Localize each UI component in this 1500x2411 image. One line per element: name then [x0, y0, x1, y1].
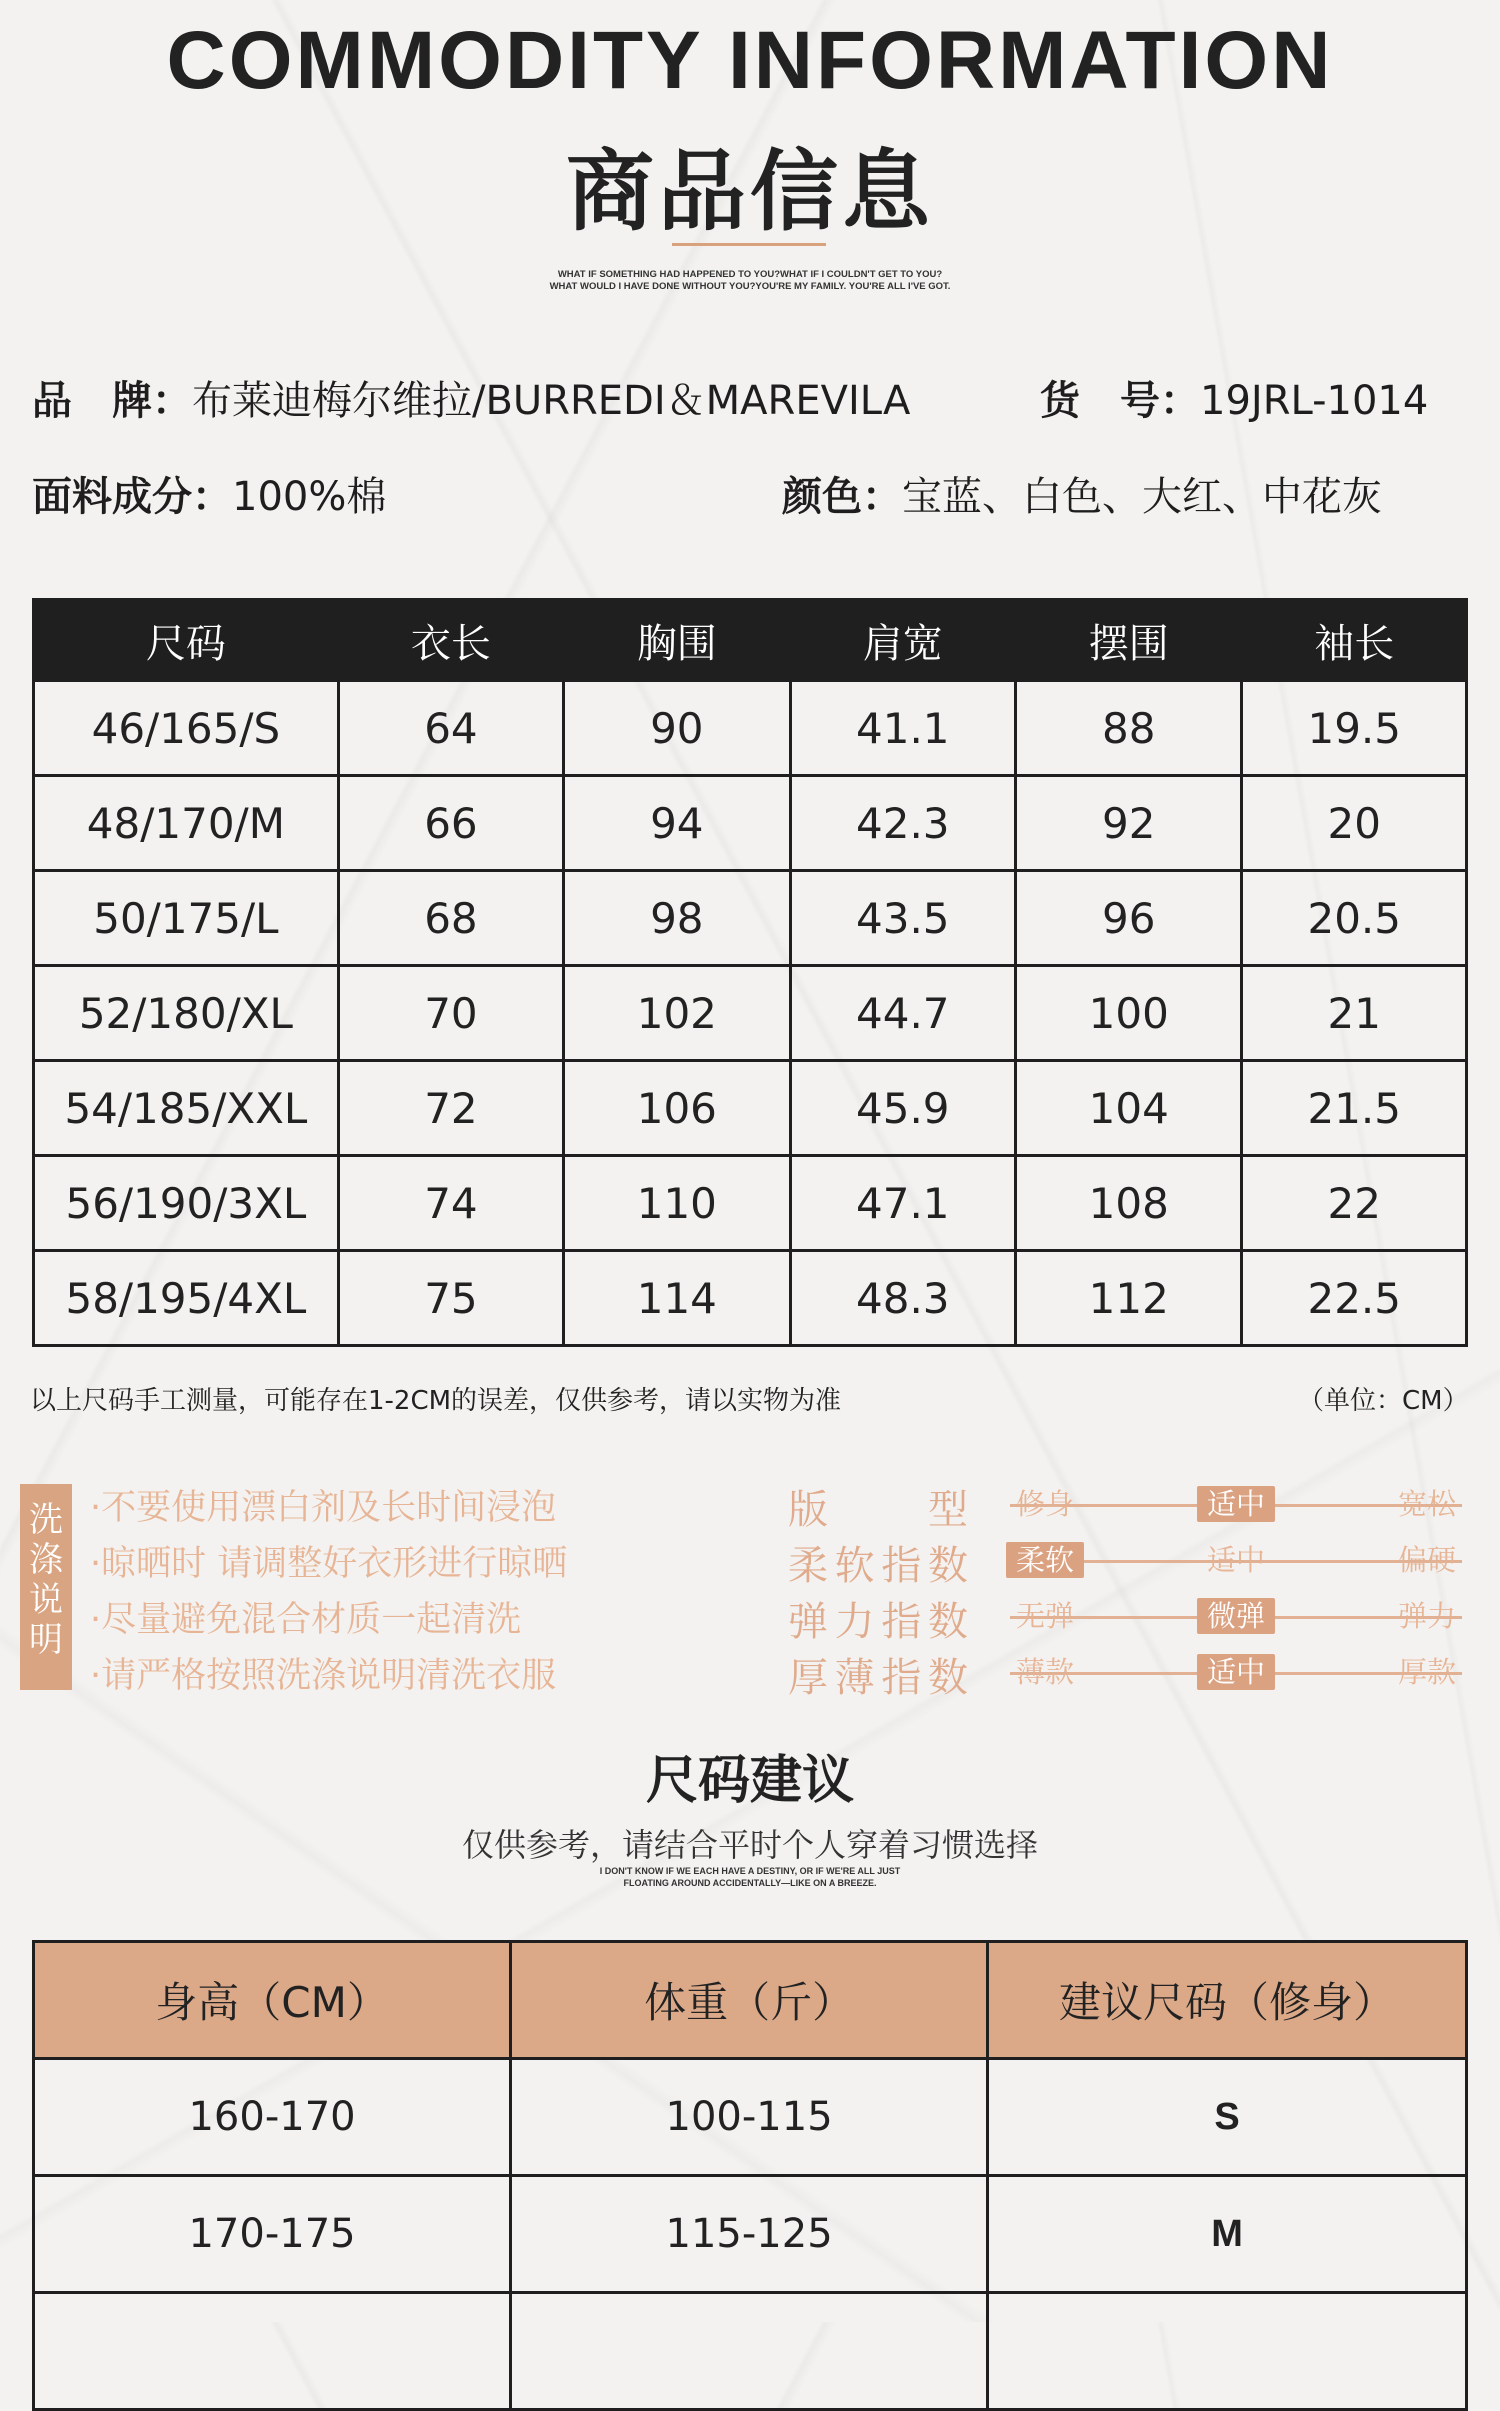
cell-height — [34, 2293, 511, 2410]
size-suggestion-title: 尺码建议 — [645, 1751, 854, 1811]
cell-length: 74 — [338, 1156, 563, 1251]
cell-length: 72 — [338, 1061, 563, 1156]
header-length: 衣长 — [338, 600, 563, 681]
cell-hem: 108 — [1016, 1156, 1242, 1251]
table-row — [34, 1061, 1467, 1156]
cell-shoulder: 43.5 — [790, 871, 1015, 966]
washing-item: ·尽量避免混合材质一起清洗 — [90, 1600, 522, 1640]
table-row — [34, 2293, 1467, 2410]
table-row — [34, 2059, 1467, 2176]
cell-chest: 90 — [564, 681, 790, 776]
cell-size: 52/180/XL — [34, 966, 339, 1061]
index-option: 弹力 — [1397, 1599, 1456, 1633]
title-chinese: 商品信息 — [565, 140, 934, 243]
color-value: 宝蓝、白色、大红、中花灰 — [902, 474, 1382, 520]
index-option-selected: 适中 — [1197, 1486, 1275, 1522]
size-suggestion-table — [32, 1940, 1468, 2411]
cell-hem: 96 — [1016, 871, 1242, 966]
cell-weight: 115-125 — [511, 2176, 988, 2293]
cell-hem: 92 — [1016, 776, 1242, 871]
table-row — [34, 681, 1467, 776]
cell-sleeve: 20 — [1242, 776, 1467, 871]
item-number-row — [1040, 369, 1428, 426]
table-row — [34, 871, 1467, 966]
fabric-value: 100%棉 — [232, 474, 387, 520]
index-option: 偏硬 — [1397, 1543, 1456, 1577]
title-divider — [672, 243, 826, 246]
tagline-line-2: WHAT WOULD I HAVE DONE WITHOUT YOU?YOU'RE MY FAMILY. YOU'RE ALL I'VE GOT. — [549, 281, 951, 292]
unit-note: （单位：CM） — [1298, 1386, 1469, 1416]
cell-size: 48/170/M — [34, 776, 339, 871]
item-number-value: 19JRL-1014 — [1200, 378, 1429, 424]
item-number-label: 货 号： — [1040, 378, 1200, 424]
brand-label: 品 牌： — [32, 378, 192, 424]
cell-shoulder: 45.9 — [790, 1061, 1015, 1156]
index-label: 弹力指数 — [788, 1599, 968, 1645]
color-label: 颜色： — [782, 474, 902, 520]
size-table-header — [34, 600, 1467, 681]
table-row — [34, 966, 1467, 1061]
cell-shoulder: 47.1 — [790, 1156, 1015, 1251]
index-option-selected: 柔软 — [1006, 1542, 1084, 1578]
header-shoulder: 肩宽 — [790, 600, 1015, 681]
cell-sleeve: 22 — [1242, 1156, 1467, 1251]
index-label: 厚薄指数 — [788, 1655, 968, 1701]
cell-length: 70 — [338, 966, 563, 1061]
cell-recommended-size: M — [988, 2176, 1467, 2293]
brand-value: 布莱迪梅尔维拉/BURREDI＆MAREVILA — [192, 378, 911, 424]
index-label: 版 型 — [788, 1487, 968, 1533]
fabric-row — [32, 465, 386, 522]
cell-height: 160-170 — [34, 2059, 511, 2176]
cell-weight: 100-115 — [511, 2059, 988, 2176]
index-option: 修身 — [1015, 1487, 1074, 1521]
cell-chest: 98 — [564, 871, 790, 966]
cell-recommended-size — [988, 2293, 1467, 2410]
cell-sleeve: 21 — [1242, 966, 1467, 1061]
header-chest: 胸围 — [564, 600, 790, 681]
header-size: 尺码 — [34, 600, 339, 681]
cell-chest: 102 — [564, 966, 790, 1061]
header-height: 身高（CM） — [34, 1942, 511, 2059]
cell-weight — [511, 2293, 988, 2410]
table-row — [34, 1156, 1467, 1251]
index-option: 厚款 — [1397, 1655, 1456, 1689]
index-option: 宽松 — [1397, 1487, 1456, 1521]
cell-chest: 110 — [564, 1156, 790, 1251]
header-recommended-size: 建议尺码（修身） — [988, 1942, 1467, 2059]
cell-shoulder: 42.3 — [790, 776, 1015, 871]
washing-item: ·请严格按照洗涤说明清洗衣服 — [90, 1656, 557, 1696]
cell-chest: 106 — [564, 1061, 790, 1156]
cell-size: 50/175/L — [34, 871, 339, 966]
washing-item: ·晾晒时 请调整好衣形进行晾晒 — [90, 1544, 568, 1584]
suggestion-tagline-2: FLOATING AROUND ACCIDENTALLY—LIKE ON A BREEZE. — [623, 1878, 877, 1888]
color-row — [782, 465, 1382, 522]
cell-length: 66 — [338, 776, 563, 871]
cell-length: 68 — [338, 871, 563, 966]
cell-shoulder: 41.1 — [790, 681, 1015, 776]
index-option: 薄款 — [1015, 1655, 1074, 1689]
index-option: 无弹 — [1015, 1599, 1074, 1633]
cell-hem: 112 — [1016, 1251, 1242, 1346]
index-label: 柔软指数 — [788, 1543, 968, 1589]
cell-chest: 114 — [564, 1251, 790, 1346]
cell-shoulder: 48.3 — [790, 1251, 1015, 1346]
index-option-selected: 微弹 — [1197, 1598, 1275, 1634]
tagline-line-1: WHAT IF SOMETHING HAD HAPPENED TO YOU?WHAT IF I COULDN'T GET TO YOU? — [557, 269, 943, 280]
cell-hem: 104 — [1016, 1061, 1242, 1156]
cell-size: 46/165/S — [34, 681, 339, 776]
measurement-note: 以上尺码手工测量，可能存在1-2CM的误差，仅供参考，请以实物为准 — [30, 1386, 842, 1416]
cell-sleeve: 21.5 — [1242, 1061, 1467, 1156]
table-row — [34, 1251, 1467, 1346]
cell-hem: 88 — [1016, 681, 1242, 776]
cell-length: 75 — [338, 1251, 563, 1346]
cell-sleeve: 19.5 — [1242, 681, 1467, 776]
table-row — [34, 2176, 1467, 2293]
cell-chest: 94 — [564, 776, 790, 871]
cell-length: 64 — [338, 681, 563, 776]
suggestion-table-header — [34, 1942, 1467, 2059]
size-suggestion-subtitle: 仅供参考，请结合平时个人穿着习惯选择 — [461, 1826, 1038, 1864]
fabric-label: 面料成分： — [32, 474, 232, 520]
brand-row — [32, 369, 910, 426]
cell-sleeve: 20.5 — [1242, 871, 1467, 966]
cell-sleeve: 22.5 — [1242, 1251, 1467, 1346]
cell-recommended-size: S — [988, 2059, 1467, 2176]
header-sleeve: 袖长 — [1242, 600, 1467, 681]
washing-tab: 洗 涤 说 明 — [20, 1484, 72, 1690]
cell-size: 54/185/XXL — [34, 1061, 339, 1156]
header-hem: 摆围 — [1016, 600, 1242, 681]
cell-height: 170-175 — [34, 2176, 511, 2293]
cell-size: 56/190/3XL — [34, 1156, 339, 1251]
washing-item: ·不要使用漂白剂及长时间浸泡 — [90, 1488, 557, 1528]
index-option: 适中 — [1206, 1543, 1265, 1577]
header-weight: 体重（斤） — [511, 1942, 988, 2059]
size-table — [32, 598, 1468, 1347]
table-row — [34, 776, 1467, 871]
cell-size: 58/195/4XL — [34, 1251, 339, 1346]
title-english: COMMODITY INFORMATION — [166, 15, 1334, 106]
cell-shoulder: 44.7 — [790, 966, 1015, 1061]
suggestion-tagline-1: I DON'T KNOW IF WE EACH HAVE A DESTINY, OR IF WE'RE ALL JUST — [599, 1866, 901, 1876]
cell-hem: 100 — [1016, 966, 1242, 1061]
index-option-selected: 适中 — [1197, 1654, 1275, 1690]
